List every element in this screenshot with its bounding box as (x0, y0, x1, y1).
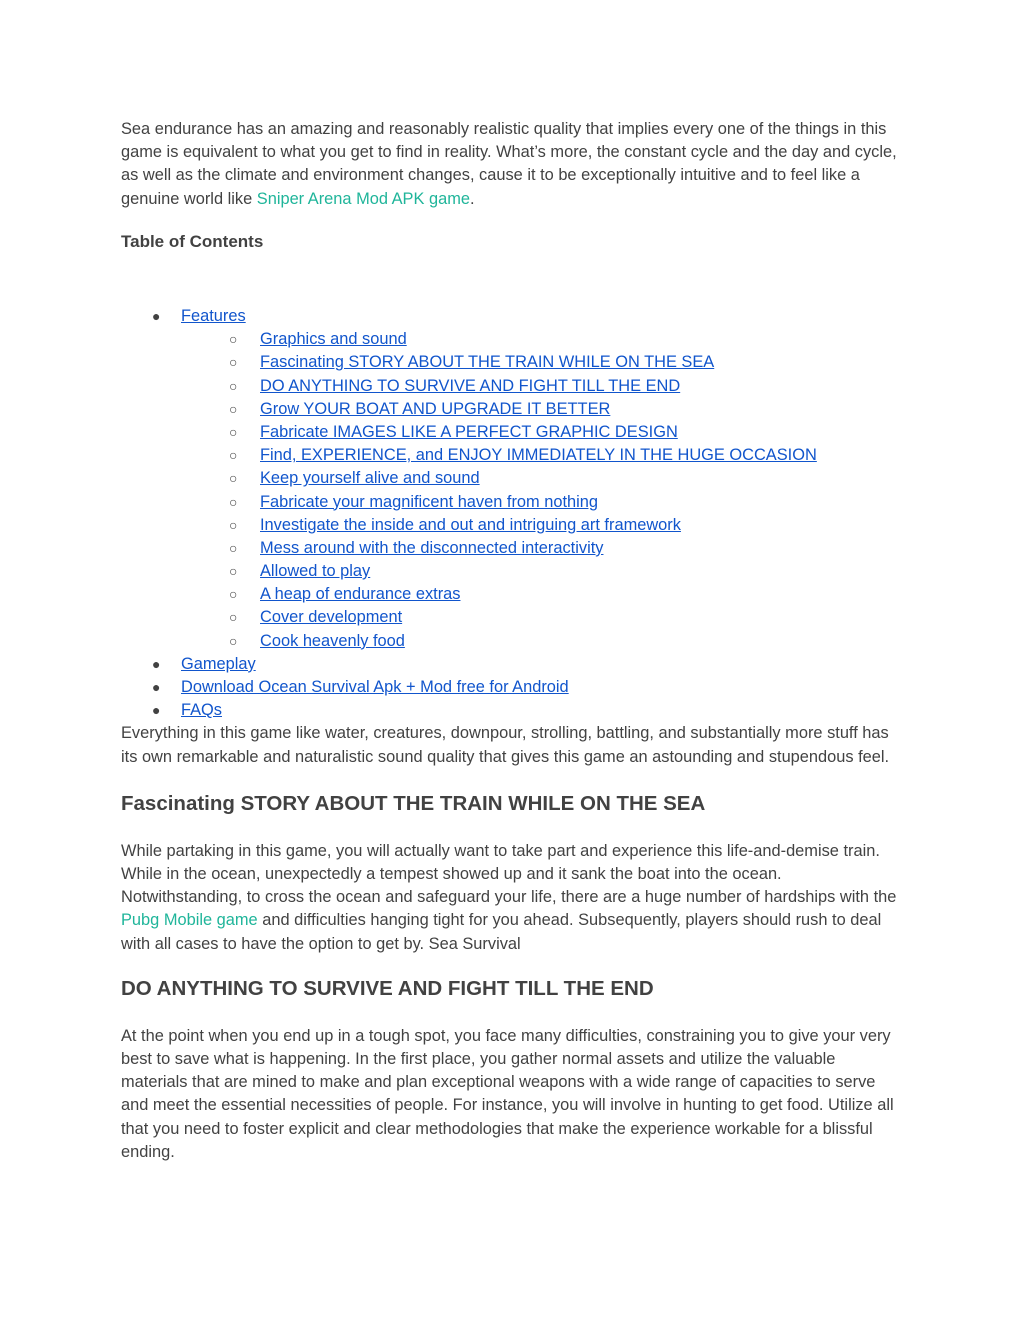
toc-link[interactable]: FAQs (181, 701, 222, 720)
toc-link[interactable]: Features (181, 307, 246, 326)
bullet-icon: ● (152, 655, 161, 672)
circle-bullet-icon: ○ (229, 516, 238, 533)
toc-item (121, 606, 906, 629)
toc-link[interactable]: A heap of endurance extras (260, 585, 461, 604)
toc-link[interactable]: Allowed to play (260, 562, 371, 581)
toc-item (121, 375, 906, 398)
toc-item (121, 699, 906, 722)
circle-bullet-icon: ○ (229, 470, 238, 487)
toc-link[interactable]: Fabricate IMAGES LIKE A PERFECT GRAPHIC DESIGN (260, 422, 678, 441)
toc-item (121, 305, 906, 328)
toc-item (121, 444, 906, 467)
circle-bullet-icon: ○ (229, 331, 238, 348)
toc-link[interactable]: Keep yourself alive and sound (260, 469, 480, 488)
survive-paragraph: At the point when you end up in a tough spot, you face many difficulties, constraining you to give your very best to save what is happening. In the first place, you gather normal assets and utilize the valuable materials that are mined to make and plan exceptional weapons with a wide range of capacities to serve and meet the essential necessities of people. For instance, you will involve in hunting to get food. Utilize all that you need to foster explicit and clear methodologies that make the experience workable for a blissful ending. (121, 1026, 894, 1161)
circle-bullet-icon: ○ (229, 377, 238, 394)
toc-item (121, 351, 906, 374)
toc-item (121, 514, 906, 537)
intro-text: Sea endurance has an amazing and reasonably realistic quality that implies every one of the things in this game is equivalent to what you get to find in reality. What’s more, the constant cycle and the day and cycle, as well as the climate and environment changes, cause it to be exceptionally intuitive and to feel like a genuine world like (121, 120, 897, 208)
bullet-icon: ● (152, 308, 161, 325)
pubg-mobile-link[interactable]: Pubg Mobile game (121, 911, 258, 930)
circle-bullet-icon: ○ (229, 632, 238, 649)
story-paragraph (121, 840, 906, 956)
toc-link[interactable]: Download Ocean Survival Apk + Mod free for Android (181, 678, 569, 697)
intro-text-end: . (469, 189, 475, 208)
bullet-icon: ● (152, 679, 161, 696)
toc-link[interactable]: Mess around with the disconnected interactivity (260, 538, 604, 557)
intro-paragraph (121, 118, 906, 211)
document-page (121, 118, 906, 1164)
toc-link[interactable]: Cook heavenly food (260, 631, 405, 650)
toc-item (121, 560, 906, 583)
toc-item (121, 398, 906, 421)
toc-item (121, 491, 906, 514)
story-heading: Fascinating STORY ABOUT THE TRAIN WHILE ON THE SEA (121, 791, 706, 815)
toc-title: Table of Contents (121, 231, 264, 251)
sniper-arena-link[interactable]: Sniper Arena Mod APK game (256, 189, 470, 208)
circle-bullet-icon: ○ (229, 563, 238, 580)
toc-link[interactable]: Investigate the inside and out and intriguing art framework (260, 515, 681, 534)
toc-link[interactable]: Gameplay (181, 654, 256, 673)
survive-heading: DO ANYTHING TO SURVIVE AND FIGHT TILL THE END (121, 976, 654, 1000)
circle-bullet-icon: ○ (229, 354, 238, 371)
table-of-contents (121, 305, 906, 722)
toc-item (121, 328, 906, 351)
toc-link[interactable]: Find, EXPERIENCE, and ENJOY IMMEDIATELY IN THE HUGE OCCASION (260, 446, 817, 465)
toc-item (121, 421, 906, 444)
toc-item (121, 630, 906, 653)
after-toc-paragraph: Everything in this game like water, creatures, downpour, strolling, battling, and substantially more stuff has its own remarkable and naturalistic sound quality that gives this game an astounding and stupendous feel. (121, 724, 890, 766)
circle-bullet-icon: ○ (229, 447, 238, 464)
circle-bullet-icon: ○ (229, 400, 238, 417)
circle-bullet-icon: ○ (229, 609, 238, 626)
toc-link[interactable]: DO ANYTHING TO SURVIVE AND FIGHT TILL THE END (260, 376, 681, 395)
toc-link[interactable]: Grow YOUR BOAT AND UPGRADE IT BETTER (260, 399, 611, 418)
story-text: While partaking in this game, you will actually want to take part and experience this life-and-demise train. While in the ocean, unexpectedly a tempest showed up and it sank the boat into the ocean. Notwithstanding, to cross the ocean and safeguard your life, there are a huge number of hardships with the (121, 841, 897, 907)
bullet-icon: ● (152, 702, 161, 719)
circle-bullet-icon: ○ (229, 539, 238, 556)
toc-link[interactable]: Graphics and sound (260, 330, 407, 349)
toc-item (121, 653, 906, 676)
circle-bullet-icon: ○ (229, 493, 238, 510)
toc-link[interactable]: Cover development (260, 608, 403, 627)
toc-item (121, 583, 906, 606)
toc-item (121, 467, 906, 490)
toc-item (121, 537, 906, 560)
circle-bullet-icon: ○ (229, 423, 238, 440)
story-text-end: and difficulties hanging tight for you ahead. Subsequently, players should rush to deal with all cases to have the option to get by. Sea Survival (121, 911, 882, 953)
toc-link[interactable]: Fascinating STORY ABOUT THE TRAIN WHILE ON THE SEA (260, 353, 715, 372)
toc-item (121, 676, 906, 699)
toc-link[interactable]: Fabricate your magnificent haven from nothing (260, 492, 599, 511)
circle-bullet-icon: ○ (229, 586, 238, 603)
